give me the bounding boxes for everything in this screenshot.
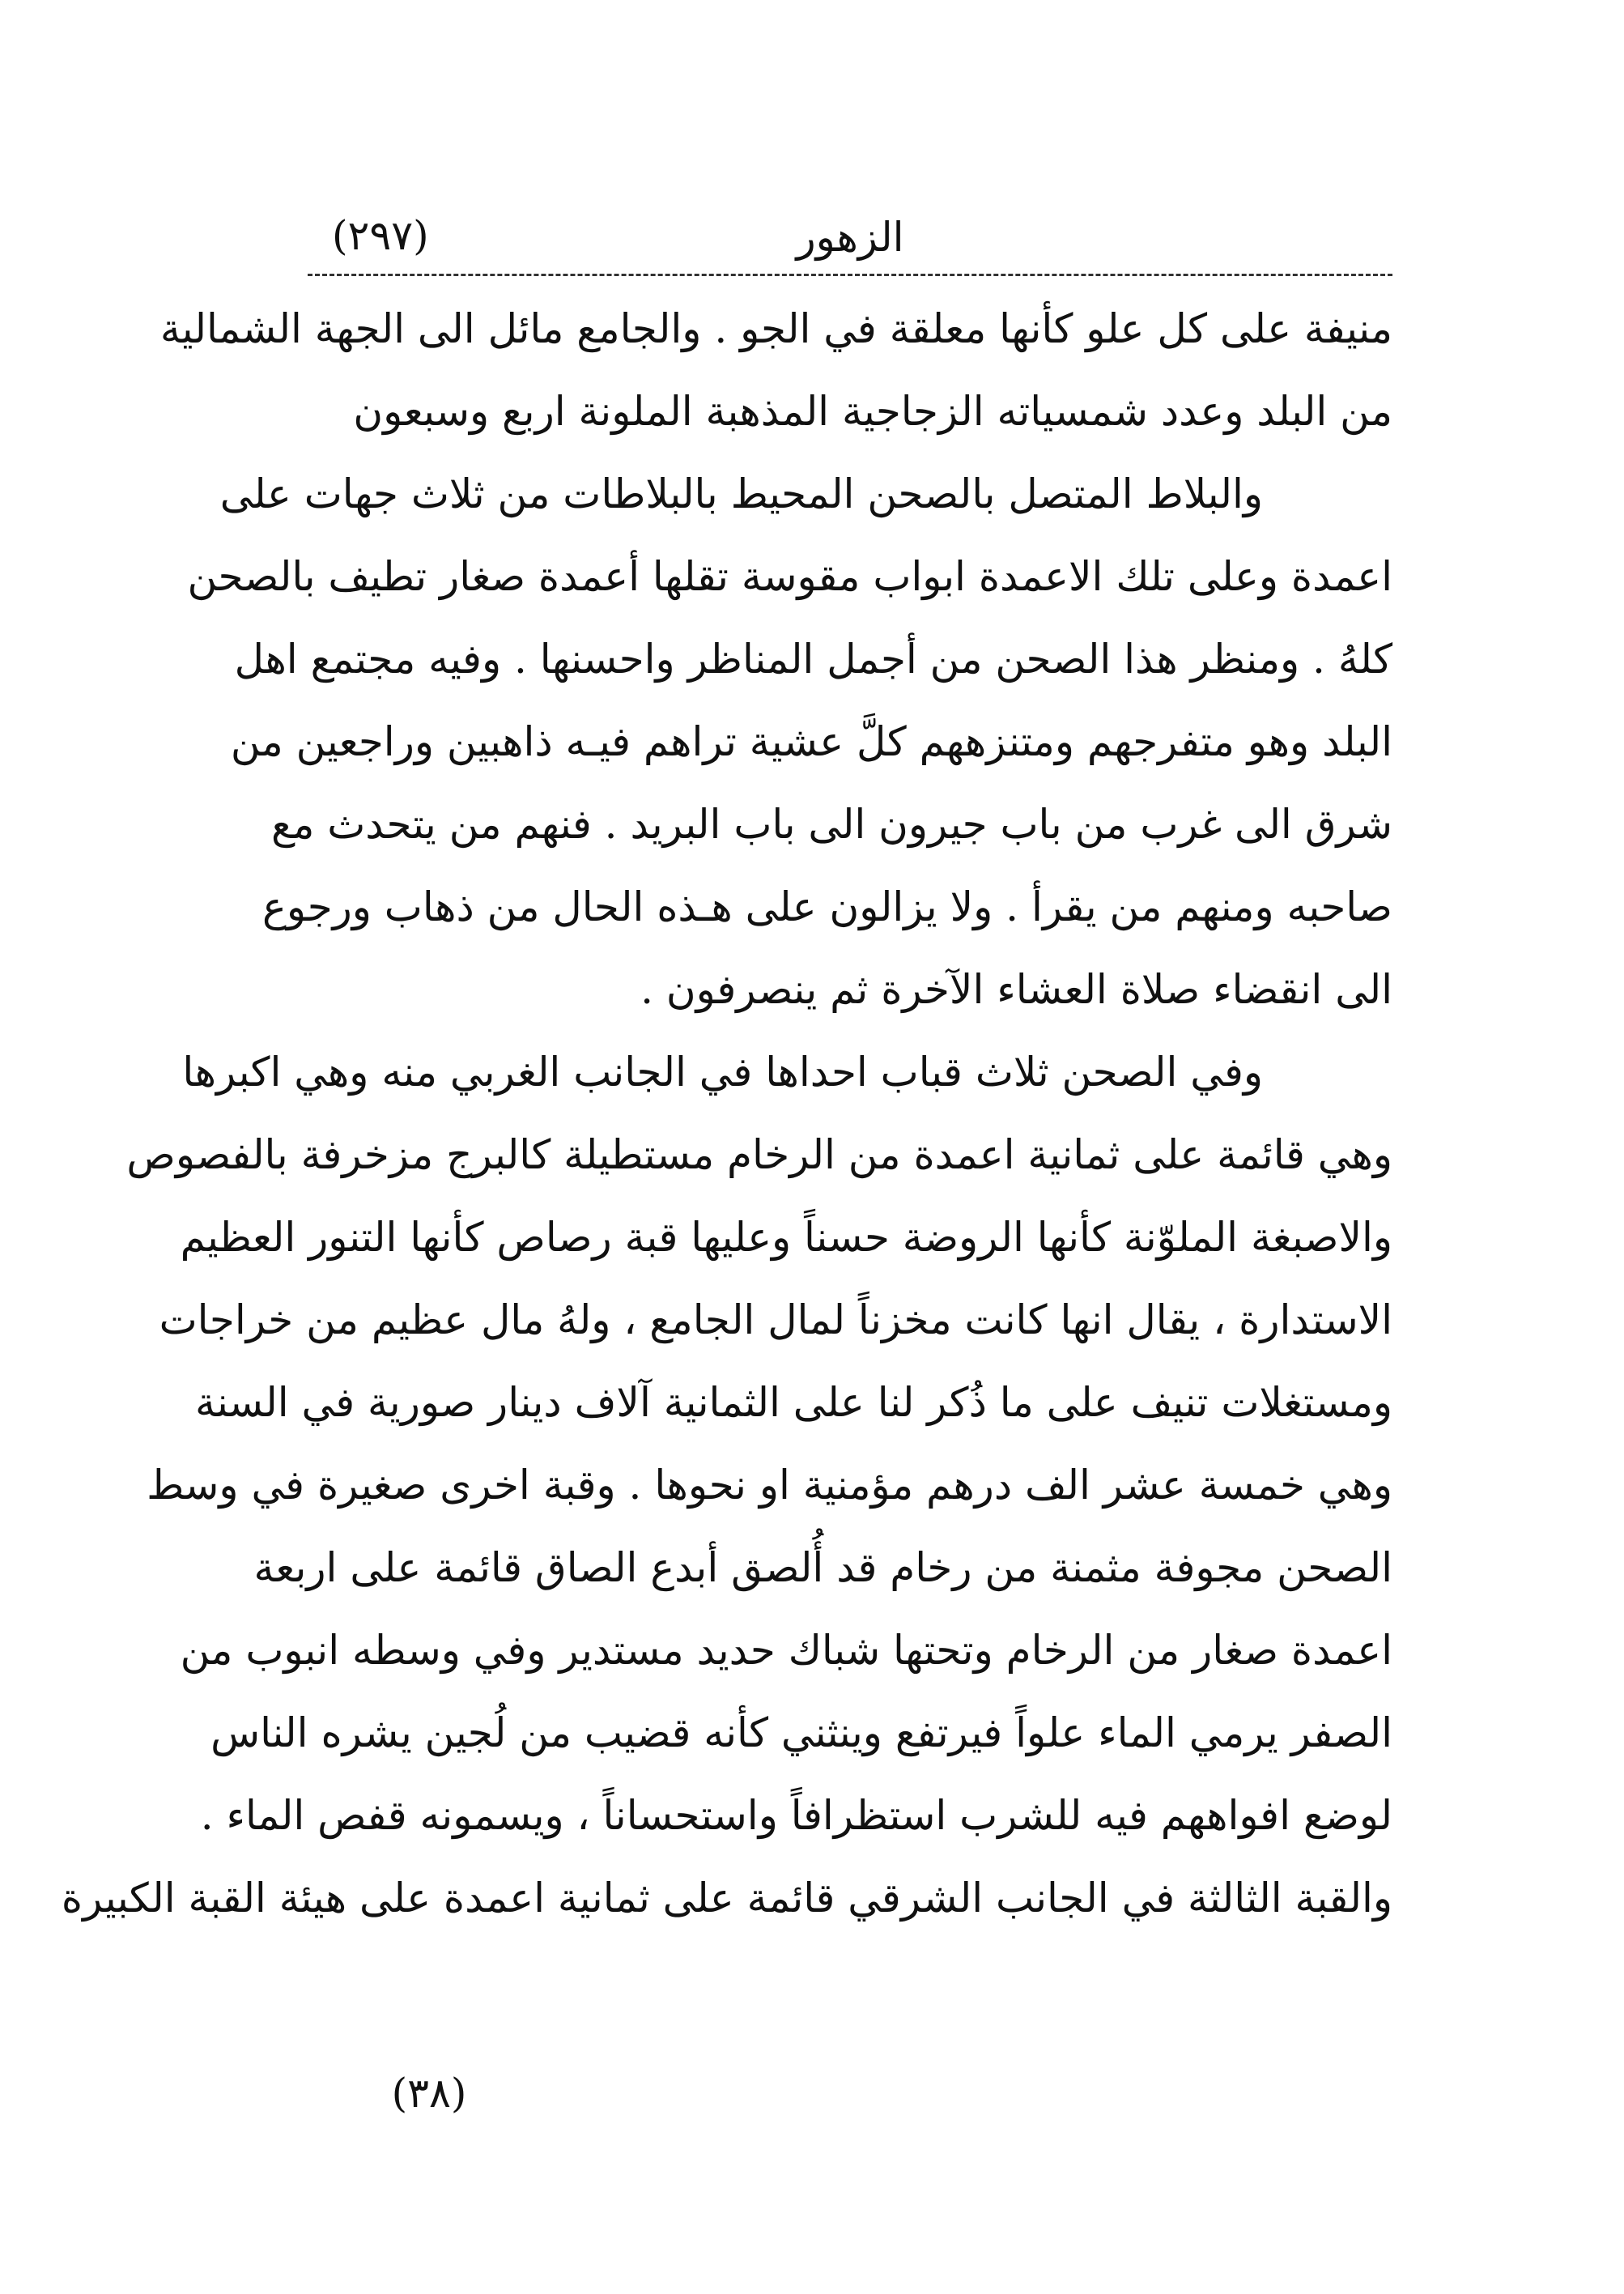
text-line: وفي الصحن ثلاث قباب احداها في الجانب الغربي منه وهي اكبرها (182, 1049, 1263, 1096)
text-line: وهي قائمة على ثمانية اعمدة من الرخام مستطيلة كالبرج مزخرفة بالفصوص (126, 1131, 1392, 1178)
text-line: الصفر يرمي الماء علواً فيرتفع وينثني كأنه قضيب من لُجين يشره الناس (210, 1709, 1392, 1756)
text-line: الصحن مجوفة مثمنة من رخام قد أُلصق أبدع الصاق قائمة على اربعة (253, 1544, 1392, 1591)
header-rule (308, 274, 1392, 276)
text-line: والقبة الثالثة في الجانب الشرقي قائمة على ثمانية اعمدة على هيئة القبة الكبيرة (61, 1875, 1392, 1922)
text-line: وهي خمسة عشر الف درهم مؤمنية او نحوها . وقبة اخرى صغيرة في وسط (147, 1462, 1392, 1509)
page-number: (٢٩٧) (332, 212, 429, 259)
text-line: والبلاط المتصل بالصحن المحيط بالبلاطات من ثلاث جهات على (219, 470, 1263, 517)
text-line: كلهُ . ومنظر هذا الصحن من أجمل المناظر واحسنها . وفيه مجتمع اهل (234, 636, 1392, 683)
text-line: والاصبغة الملوّنة كأنها الروضة حسناً وعليها قبة رصاص كأنها التنور العظيم (180, 1214, 1392, 1261)
text-line: من البلد وعدد شمسياته الزجاجية المذهبة الملونة اربع وسبعون (353, 388, 1392, 435)
paragraph-1 (159, 287, 1392, 453)
text-line: البلد وهو متفرجهم ومتنزههم كلَّ عشية تراهم فيـه ذاهبين وراجعين من (230, 718, 1392, 765)
text-line: شرق الى غرب من باب جيرون الى باب البريد . فنهم من يتحدث مع (270, 801, 1392, 848)
text-line: لوضع افواههم فيه للشرب استظرافاً واستحساناً ، ويسمونه قفص الماء . (200, 1792, 1392, 1839)
paragraph-2 (187, 453, 1392, 1031)
text-line: الاستدارة ، يقال انها كانت مخزناً لمال الجامع ، ولهُ مال عظيم من خراجات (159, 1296, 1392, 1343)
text-line: الى انقضاء صلاة العشاء الآخرة ثم ينصرفون . (640, 966, 1392, 1013)
text-line: ومستغلات تنيف على ما ذُكر لنا على الثمانية آلاف دينار صورية في السنة (195, 1379, 1392, 1426)
body-text (61, 287, 1392, 1939)
signature-mark: (٣٨) (391, 2070, 467, 2117)
running-title: الزهور (796, 214, 904, 261)
text-line: اعمدة وعلى تلك الاعمدة ابواب مقوسة تقلها أعمدة صغار تطيف بالصحن (187, 553, 1392, 600)
page-header (308, 201, 1392, 274)
paragraph-3 (61, 1031, 1392, 1939)
text-line: اعمدة صغار من الرخام وتحتها شباك حديد مستدير وفي وسطه انبوب من (180, 1627, 1392, 1674)
text-line: صاحبه ومنهم من يقرأ . ولا يزالون على هـذه الحال من ذهاب ورجوع (262, 883, 1392, 930)
text-line: منيفة على كل علو كأنها معلقة في الجو . والجامع مائل الى الجهة الشمالية (159, 305, 1392, 352)
